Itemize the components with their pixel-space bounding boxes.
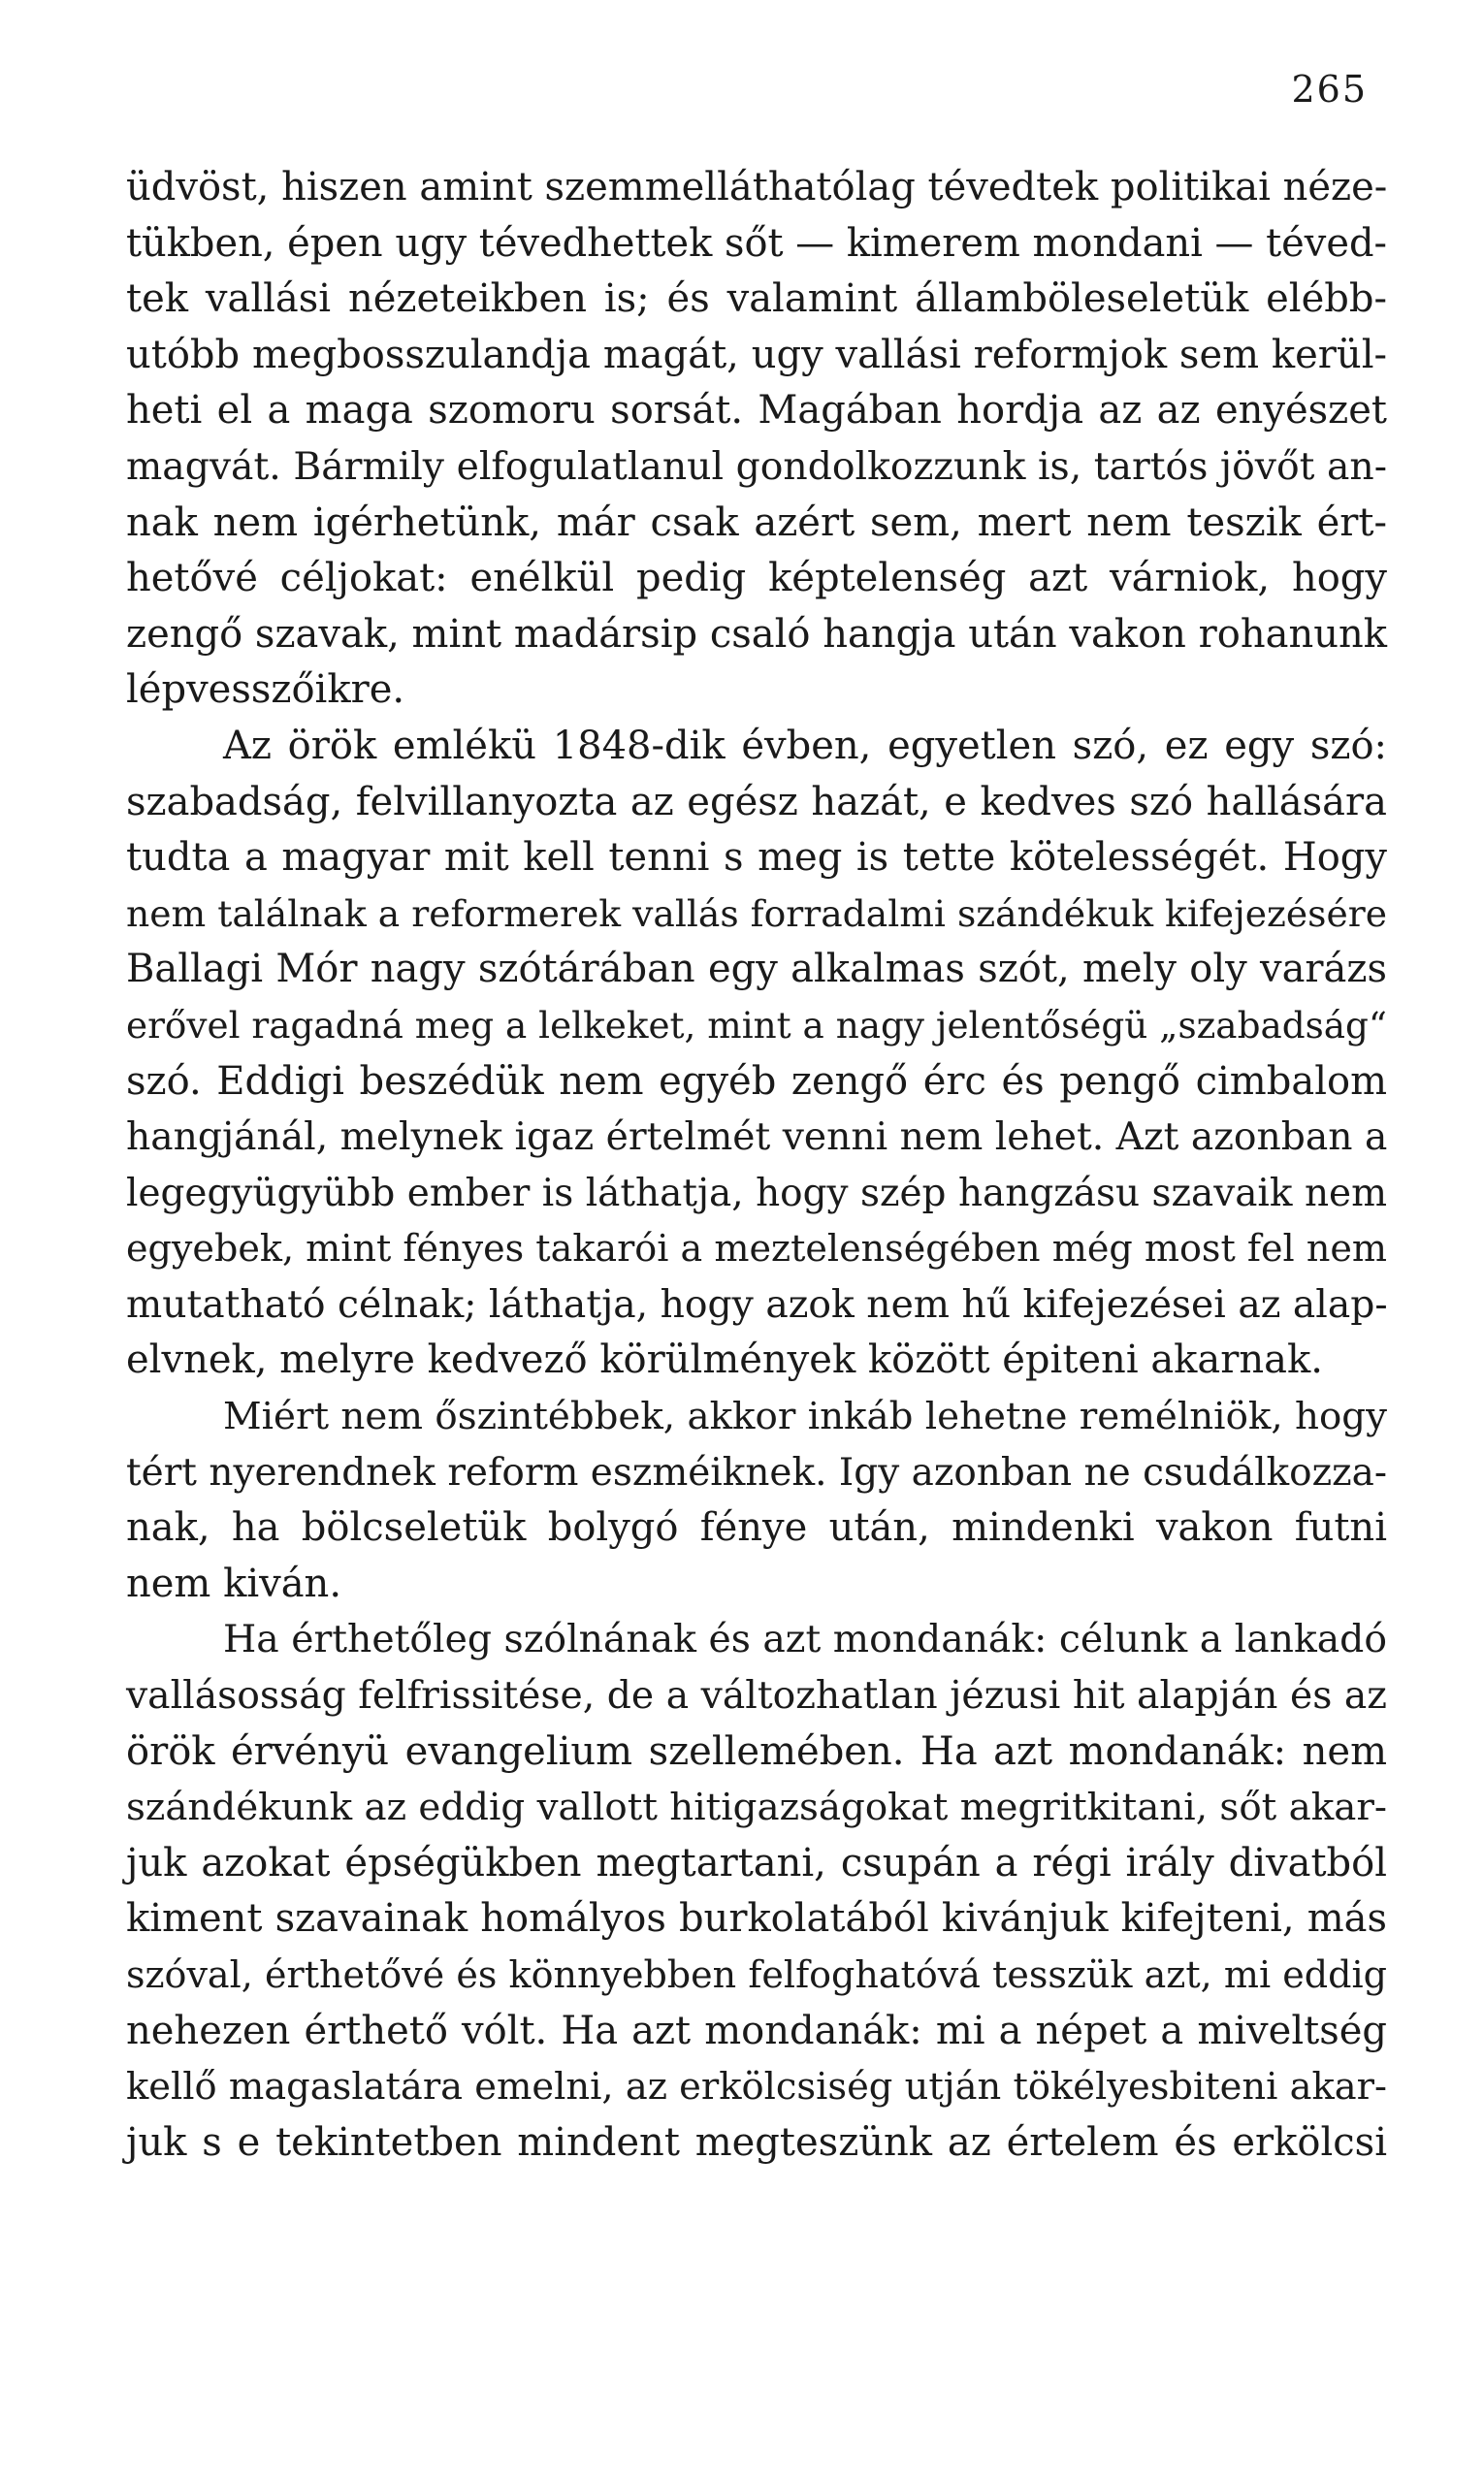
- text-line: Ha érthetőleg szólnának és azt mondanák: célunk a lankadó: [223, 1618, 1387, 1662]
- text-line: nem találnak a reformerek vallás forradalmi szándékuk kifejezésére: [126, 891, 1387, 935]
- text-line: Ballagi Mór nagy szótárában egy alkalmas szót, mely oly varázs: [126, 947, 1387, 992]
- text-line: nak, ha bölcseletük bolygó fénye után, mindenki vakon futni: [126, 1505, 1387, 1551]
- text-line: Az örök emlékü 1848-dik évben, egyetlen szó, ez egy szó:: [223, 723, 1387, 768]
- text-line: tért nyerendnek reform eszméiknek. Igy azonban ne csudálkozza-: [126, 1450, 1387, 1495]
- text-line: örök érvényü evangelium szellemében. Ha azt mondanák: nem: [126, 1728, 1387, 1774]
- text-line: nem kiván.: [126, 1561, 342, 1606]
- text-line: nak nem igérhetünk, már csak azért sem, mert nem teszik ért-: [126, 500, 1387, 545]
- text-line: tudta a magyar mit kell tenni s meg is tette kötelességét. Hogy: [126, 835, 1387, 881]
- text-line: szóval, érthetővé és könnyebben felfoghatóvá tesszük azt, mi eddig: [126, 1953, 1387, 1996]
- text-line: lépvesszőikre.: [126, 667, 405, 713]
- text-line: kellő magaslatára emelni, az erkölcsiség utján tökélyesbiteni akar-: [126, 2065, 1387, 2110]
- text-line: heti el a maga szomoru sorsát. Magában hordja az az enyészet: [126, 388, 1387, 434]
- text-line: szabadság, felvillanyozta az egész hazát, e kedves szó hallására: [126, 779, 1387, 824]
- text-line: nehezen érthető vólt. Ha azt mondanák: mi a népet a miveltség: [126, 2008, 1387, 2053]
- text-line: hangjánál, melynek igaz értelmét venni nem lehet. Azt azonban a: [126, 1115, 1388, 1160]
- text-line: legegyügyübb ember is láthatja, hogy szép hangzásu szavaik nem: [126, 1171, 1387, 1215]
- text-line: üdvöst, hiszen amint szemmelláthatólag tévedtek politikai néze-: [126, 165, 1388, 210]
- text-line: magvát. Bármily elfogulatlanul gondolkozzunk is, tartós jövőt an-: [126, 444, 1387, 489]
- text-line: juk azokat épségükben megtartani, csupán a régi irály divatból: [126, 1840, 1387, 1886]
- text-line: kiment szavainak homályos burkolatából kivánjuk kifejteni, más: [126, 1896, 1387, 1942]
- text-line: egyebek, mint fényes takarói a meztelenségében még most fel nem: [126, 1227, 1387, 1271]
- text-line: vallásosság felfrissitése, de a változhatlan jézusi hit alapján és az: [126, 1674, 1387, 1719]
- page-number: 265: [1291, 68, 1368, 111]
- text-line: hetővé céljokat: enélkül pedig képtelenség azt várniok, hogy: [126, 556, 1387, 601]
- text-line: szó. Eddigi beszédük nem egyéb zengő érc és pengő cimbalom: [126, 1058, 1387, 1104]
- text-line: szándékunk az eddig vallott hitigazságokat megritkitani, sőt akar-: [126, 1786, 1387, 1830]
- text-line: juk s e tekintetben mindent megteszünk az értelem és erkölcsi: [126, 2119, 1387, 2165]
- text-line: tükben, épen ugy tévedhettek sőt — kimerem mondani — téved-: [126, 220, 1387, 266]
- text-line: utóbb megbosszulandja magát, ugy vallási reformjok sem kerül-: [126, 332, 1387, 377]
- text-line: erővel ragadná meg a lelkeket, mint a nagy jelentőségü „szabadság“: [126, 1003, 1387, 1047]
- text-line: tek vallási nézeteikben is; és valamint államböleseletük elébb-: [126, 276, 1387, 322]
- text-line: Miért nem őszintébbek, akkor inkáb lehetne remélniök, hogy: [223, 1395, 1387, 1439]
- text-line: elvnek, melyre kedvező körülmények között épiteni akarnak.: [126, 1338, 1323, 1383]
- text-line: mutatható célnak; láthatja, hogy azok nem hű kifejezései az alap-: [126, 1282, 1388, 1327]
- text-line: zengő szavak, mint madársip csaló hangja után vakon rohanunk: [126, 611, 1387, 657]
- body-text: [126, 160, 1387, 2171]
